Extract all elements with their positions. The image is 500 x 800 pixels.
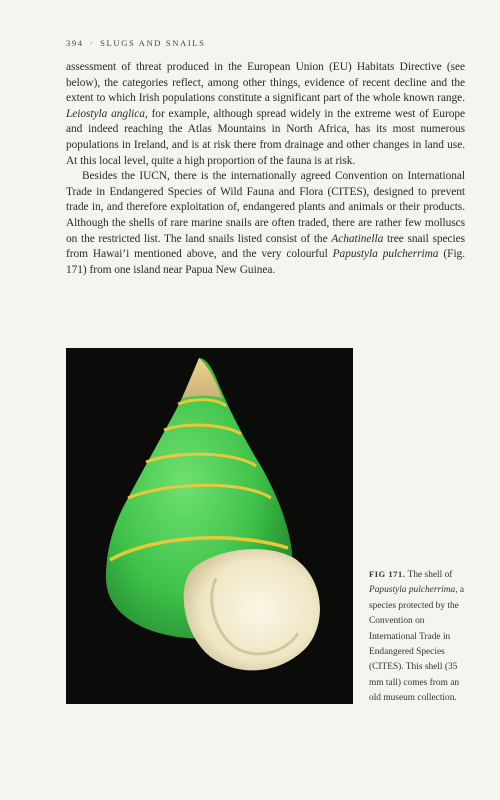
body-text [66, 60, 465, 278]
paragraph-2-text-c: (Fig. 171) from one island near Papua New Guinea. [66, 248, 466, 276]
species-name: Papustyla pulcherrima [332, 248, 439, 261]
paragraph-2-text-a: Besides the IUCN, there is the internationally agreed Convention on International Trade in Endangered Species of Wild Fauna and Flora (CITES), designed to prevent trade in, and therefore exploitation of, endangered plants and animals or their products. Although the shells of rare marine snails are often traded, there are rather few molluscs on the restricted list. The land snails listed consist of the [66, 170, 465, 245]
genus-name: Achatinella [331, 232, 384, 245]
running-head [66, 38, 206, 48]
page-number: 394 [66, 38, 84, 48]
paragraph-1-text-b: , for example, although spread widely in the extreme west of Europe and indeed reaching the Atlas Mountains in North Africa, has its most numerous populations in Ireland, and is at risk there from drainage and other changes in land use. At this local level, quite a high proportion of the fauna is at risk. [66, 107, 465, 167]
caption-text-b: , a species protected by the Convention on International Trade in Endangered Species (CITES). This shell (35 mm tall) comes from an old museum collection. [369, 585, 465, 704]
figure-photo [66, 348, 353, 704]
paragraph-1-text-a: assessment of threat produced in the European Union (EU) Habitats Directive (see below), the categories reflect, among other things, evidence of recent decline and the extent to which Irish populations constitute a significant part of the whole known range. [66, 61, 465, 105]
green-snail-shell-photo [66, 348, 353, 704]
running-title: SLUGS AND SNAILS [100, 38, 206, 48]
caption-text-a: The shell of [405, 570, 453, 580]
figure-caption [369, 567, 473, 707]
caption-species-name: Papustyla pulcherrima [369, 585, 456, 596]
paragraph-2 [66, 169, 465, 278]
figure-label: FIG 171. [369, 570, 406, 579]
species-name: Leiostyla anglica [66, 107, 145, 120]
paragraph-1 [66, 60, 465, 169]
paragraph-2-text-b: tree snail species from Hawai’i mentioned above, and the very colourful [66, 232, 465, 261]
header-separator: · [89, 38, 95, 48]
